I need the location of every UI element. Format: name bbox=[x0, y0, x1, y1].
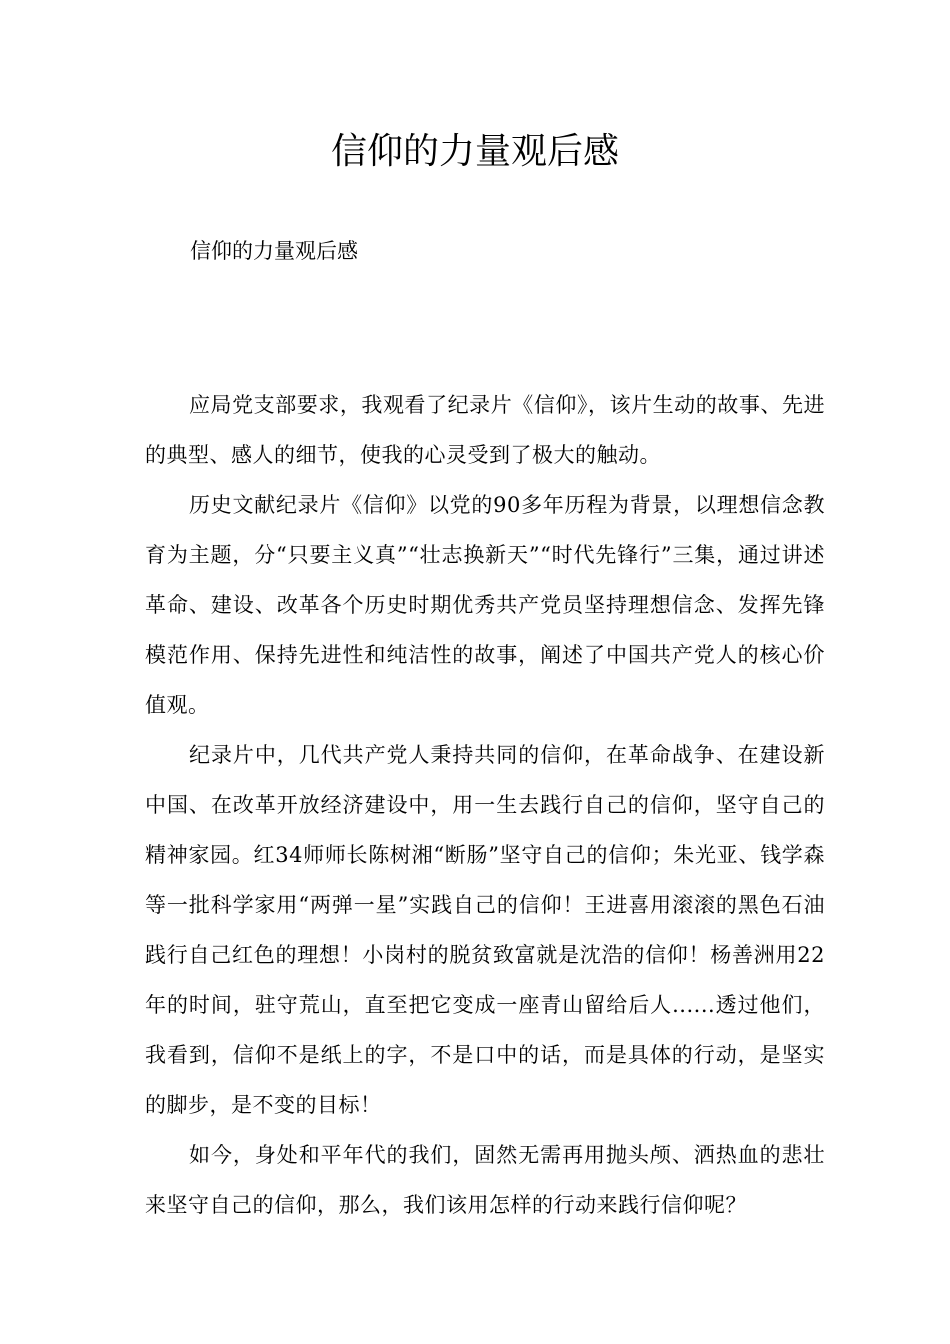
document-subtitle: 信仰的力量观后感 bbox=[190, 239, 358, 263]
body-paragraph: 历史文献纪录片《信仰》以党的90多年历程为背景，以理想信念教育为主题，分“只要主义真”“壮志换新天”“时代先锋行”三集，通过讲述革命、建设、改革各个历史时期优秀共产党员坚持理想信念、发挥先锋模范作用、保持先进性和纯洁性的故事，阐述了中国共产党人的核心价值观。 bbox=[145, 493, 825, 717]
document-title: 信仰的力量观后感 bbox=[330, 131, 619, 172]
document-body bbox=[145, 380, 825, 1230]
body-paragraph: 应局党支部要求，我观看了纪录片《信仰》，该片生动的故事、先进的典型、感人的细节，使我的心灵受到了极大的触动。 bbox=[145, 393, 825, 467]
body-paragraph: 纪录片中，几代共产党人秉持共同的信仰，在革命战争、在建设新中国、在改革开放经济建设中，用一生去践行自己的信仰，坚守自己的精神家园。红34师师长陈树湘“断肠”坚守自己的信仰；朱光亚、钱学森等一批科学家用“两弹一星”实践自己的信仰！王进喜用滚滚的黑色石油践行自己红色的理想！小岗村的脱贫致富就是沈浩的信仰！杨善洲用22年的时间，驻守荒山，直至把它变成一座青山留给后人......透过他们，我看到，信仰不是纸上的字，不是口中的话，而是具体的行动，是坚实的脚步，是不变的目标！ bbox=[145, 743, 825, 1117]
body-paragraph: 如今，身处和平年代的我们，固然无需再用抛头颅、洒热血的悲壮来坚守自己的信仰，那么，我们该用怎样的行动来践行信仰呢？ bbox=[145, 1143, 825, 1217]
